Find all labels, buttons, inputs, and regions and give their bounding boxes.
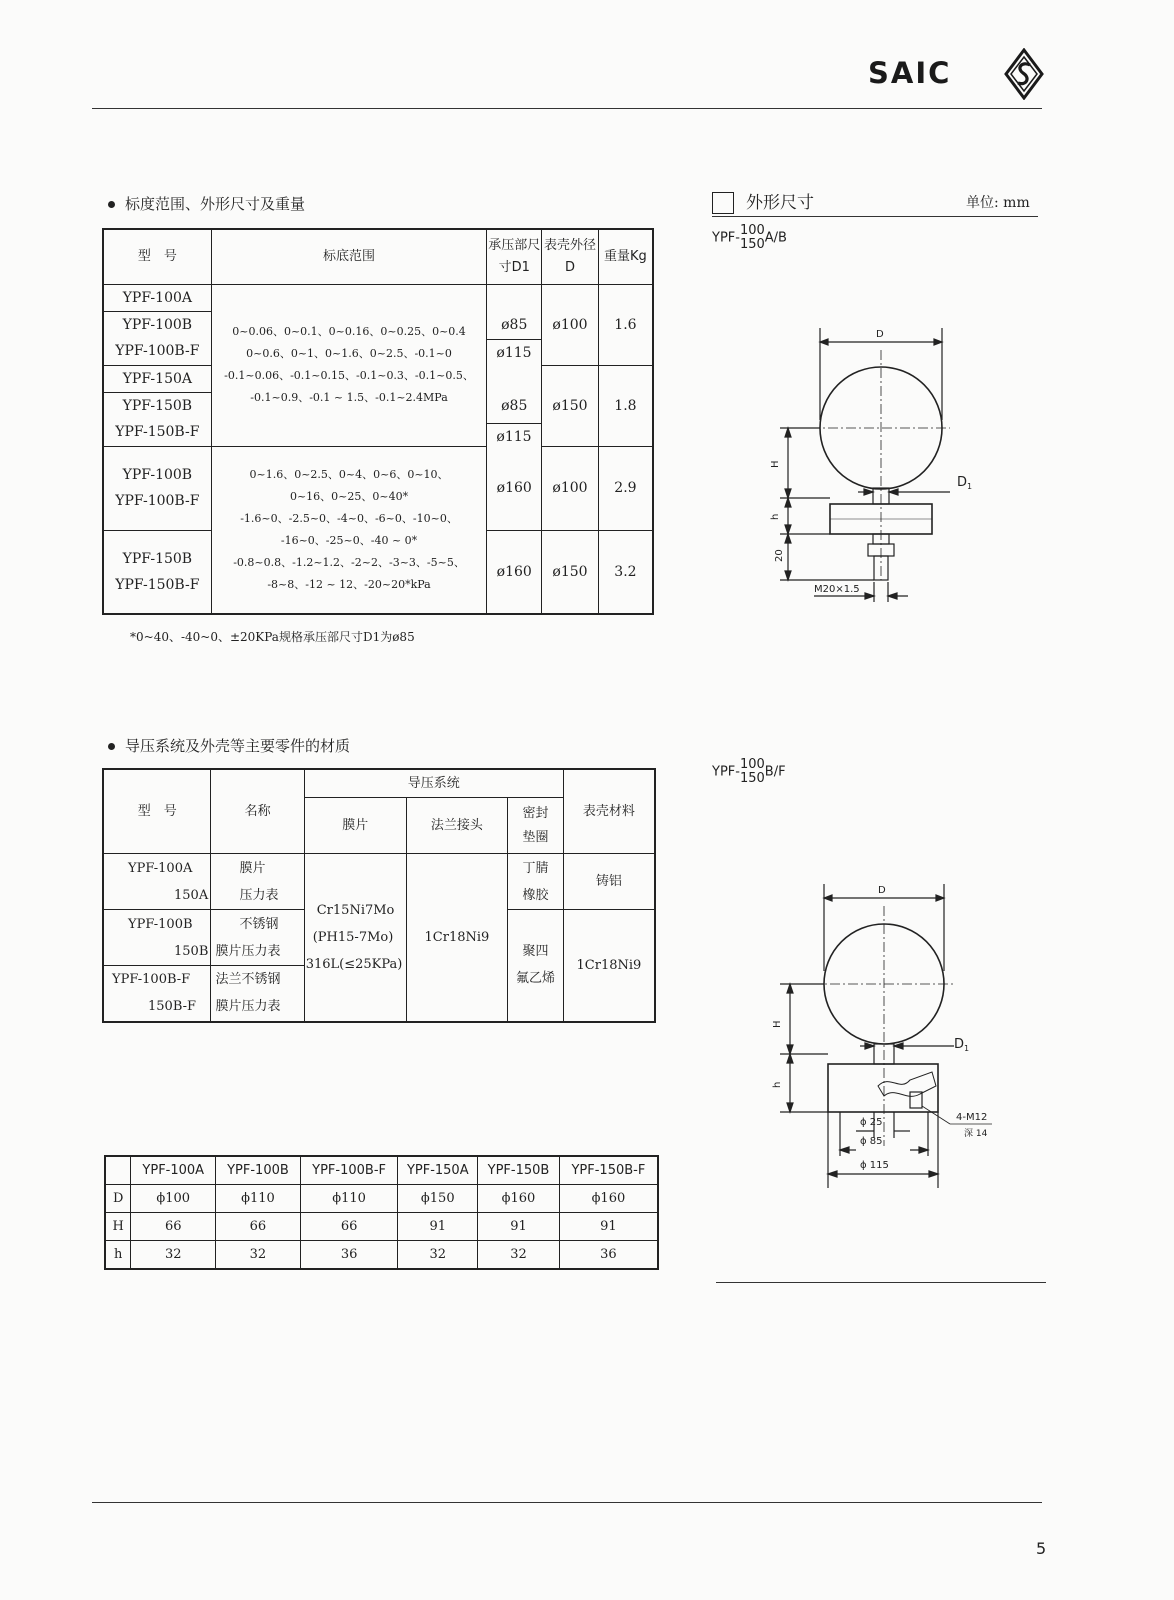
thread-label: M20×1.5 [814, 584, 860, 595]
header-case: 表壳材料 [563, 769, 655, 854]
table-cell: 32 [398, 1241, 478, 1270]
dim-small-h-label: h [772, 1081, 783, 1088]
gauge-drawing-bf [760, 876, 1050, 1194]
phi85-label: ϕ 85 [860, 1136, 883, 1147]
table-cell: 32 [216, 1241, 301, 1270]
seal-cell [508, 854, 564, 910]
diaphragm-line: Cr15Ni7Mo [316, 902, 395, 918]
shell-cell: ø100 [542, 284, 599, 365]
table-cell: 91 [478, 1213, 560, 1241]
range-line: 0~0.06、0~0.1、0~0.16、0~0.25、0~0.4 [232, 325, 466, 338]
dim-d1-sub: 1 [964, 1044, 970, 1053]
model-line: YPF-100B [122, 317, 193, 333]
model-line: YPF-150B-F [115, 424, 200, 440]
d1-cell: ø160 [487, 446, 542, 530]
header-model: 型 号 [103, 229, 211, 284]
saic-logo-icon [1004, 48, 1044, 100]
section1-title [108, 193, 305, 214]
table-cell: 91 [398, 1213, 478, 1241]
fraction-bottom: 150 [739, 237, 765, 252]
column-header: YPF-100B [216, 1156, 301, 1185]
model-fraction [740, 224, 765, 252]
model-line: YPF-100B-F [115, 493, 200, 509]
header-weight: 重量Kg [598, 229, 653, 284]
range-line: -1.6~0、-2.5~0、-4~0、-6~0、-10~0、 [240, 511, 458, 525]
diaphragm-cell [304, 854, 406, 1022]
model-label-bf [712, 758, 786, 786]
section2-title-text: 导压系统及外壳等主要零件的材质 [125, 737, 351, 755]
model-label-ab [712, 224, 787, 252]
name-line: 膜片 [239, 860, 266, 876]
model-line: YPF-150B-F [115, 576, 200, 593]
column-header: YPF-150B-F [559, 1156, 658, 1185]
range-cell-group1 [211, 284, 487, 446]
table-cell: ϕ160 [559, 1185, 658, 1213]
header-range: 标底范围 [211, 229, 487, 284]
fraction-bottom: 150 [739, 771, 765, 786]
model-suffix: B/F [764, 764, 786, 780]
model-line: YPF-100B [128, 916, 193, 932]
table-row [105, 1213, 658, 1241]
corner-cell [105, 1156, 131, 1185]
table-cell: 32 [478, 1241, 560, 1270]
range-line: -0.8~0.8、-1.2~1.2、-2~2、-3~3、-5~5、 [233, 555, 465, 569]
page-number: 5 [1036, 1539, 1047, 1558]
header-seal [508, 798, 564, 854]
seal-line: 聚四 [522, 944, 549, 960]
model-cell [103, 311, 211, 365]
bolt-label: 4-M12 [956, 1112, 988, 1123]
fraction-top: 100 [739, 757, 765, 772]
header-shell: 表壳外径D [542, 229, 599, 284]
table-cell: ϕ100 [131, 1185, 216, 1213]
d1-cell: ø85 [487, 365, 542, 446]
name-line: 膜片压力表 [215, 999, 281, 1015]
name-cell [211, 966, 304, 1022]
seal-line: 氟乙烯 [515, 971, 555, 987]
range-line: -8~8、-12 ~ 12、-20~20*kPa [267, 577, 431, 591]
table-cell: 91 [559, 1213, 658, 1241]
range-line: -16~0、-25~0、-40 ~ 0* [280, 533, 418, 547]
footnote: *0~40、-40~0、±20KPa规格承压部尺寸D1为ø85 [130, 630, 415, 644]
materials-table [102, 768, 656, 1023]
model-line: 150B-F [148, 999, 197, 1015]
range-line: -0.1~0.9、-0.1 ~ 1.5、-0.1~2.4MPa [250, 391, 448, 404]
table-cell: 66 [300, 1213, 398, 1241]
dim-h-label: H [770, 460, 781, 468]
phi25-label: ϕ 25 [860, 1117, 883, 1128]
model-cell [103, 392, 211, 446]
weight-cell: 2.9 [598, 446, 653, 530]
model-prefix: YPF- [712, 230, 740, 246]
header-model: 型 号 [103, 769, 211, 854]
dim-20-label: 20 [774, 549, 785, 562]
table-row [105, 1185, 658, 1213]
table-cell: 66 [216, 1213, 301, 1241]
dim-h-label: H [772, 1020, 783, 1028]
range-line: 0~16、0~25、0~40* [289, 489, 409, 503]
model-line: YPF-100B [122, 467, 193, 483]
model-suffix: A/B [764, 230, 787, 246]
diaphragm-line: (PH15-7Mo) [312, 929, 394, 945]
table-cell: 66 [131, 1213, 216, 1241]
d1-cell: ø115 [487, 339, 541, 367]
table-cell: 32 [131, 1241, 216, 1270]
model-cell [103, 910, 211, 966]
range-line: 0~1.6、0~2.5、0~4、0~6、0~10、 [249, 467, 449, 481]
checkbox-square-icon [712, 192, 734, 214]
row-label: h [105, 1241, 131, 1270]
header-name: 名称 [211, 769, 304, 854]
dimensions-title-text: 外形尺寸 [746, 193, 814, 213]
table-row [105, 1241, 658, 1270]
footer-rule [92, 1502, 1042, 1503]
model-line: 150A [174, 887, 209, 903]
model-cell: YPF-150A [103, 365, 211, 392]
phi115-label: ϕ 115 [860, 1160, 889, 1171]
shell-cell: ø100 [542, 446, 599, 530]
case-cell: 1Cr18Ni9 [563, 910, 655, 1022]
model-cell [103, 446, 211, 530]
model-line: 150B [174, 943, 209, 959]
dimensions-title-rule [712, 216, 1038, 217]
name-line: 压力表 [239, 887, 279, 903]
dim-d-label: D [876, 329, 884, 340]
range-line: -0.1~0.06、-0.1~0.15、-0.1~0.3、-0.1~0.5、 [224, 369, 474, 382]
shell-cell: ø150 [542, 365, 599, 446]
model-cell: YPF-100A [103, 284, 211, 311]
d1-cell: ø160 [487, 530, 542, 614]
weight-cell: 3.2 [598, 530, 653, 614]
table-cell: ϕ110 [216, 1185, 301, 1213]
dim-small-h-label: h [770, 513, 781, 520]
header-rule [92, 108, 1042, 109]
model-line: YPF-150B [122, 398, 193, 414]
header-d1: 承压部尺寸D1 [487, 229, 542, 284]
model-fraction [740, 758, 765, 786]
seal-header-text: 密封垫圈 [522, 805, 549, 845]
flange-cell: 1Cr18Ni9 [406, 854, 507, 1022]
row-label: H [105, 1213, 131, 1241]
case-cell: 铸铝 [563, 854, 655, 910]
bullet-icon [108, 201, 115, 208]
model-line: YPF-150B [122, 550, 193, 567]
fraction-top: 100 [739, 223, 765, 238]
column-header: YPF-100A [131, 1156, 216, 1185]
dimensions-title [712, 188, 814, 214]
dim-d1-label: D [954, 1037, 965, 1052]
unit-label: 单位: mm [966, 195, 1030, 211]
model-line: YPF-100B-F [112, 972, 191, 988]
d1-cell: ø85 [487, 284, 542, 365]
model-cell [103, 530, 211, 614]
model-line: YPF-100B-F [115, 343, 200, 359]
weight-cell: 1.8 [598, 365, 653, 446]
column-header: YPF-150B [478, 1156, 560, 1185]
range-cell-group2 [211, 446, 487, 614]
section2-title [108, 735, 350, 756]
diaphragm-line: 316L(≤25KPa) [305, 956, 403, 972]
table-cell: 36 [300, 1241, 398, 1270]
column-header: YPF-100B-F [300, 1156, 398, 1185]
d1-cell: ø115 [487, 423, 541, 450]
name-line: 法兰不锈钢 [215, 972, 281, 988]
name-line: 膜片压力表 [215, 943, 281, 959]
name-line: 不锈钢 [239, 916, 279, 932]
model-cell [103, 854, 211, 910]
seal-cell [508, 910, 564, 1022]
header-system: 导压系统 [304, 769, 563, 798]
model-line: YPF-100A [128, 860, 193, 876]
model-cell [103, 966, 211, 1022]
bolt-depth-label: 深 14 [964, 1129, 988, 1139]
model-prefix: YPF- [712, 764, 740, 780]
row-label: D [105, 1185, 131, 1213]
table-cell: 36 [559, 1241, 658, 1270]
seal-line: 橡胶 [522, 887, 549, 903]
shell-cell: ø150 [542, 530, 599, 614]
name-cell [211, 854, 304, 910]
column-header: YPF-150A [398, 1156, 478, 1185]
table-cell: ϕ160 [478, 1185, 560, 1213]
table-cell: ϕ110 [300, 1185, 398, 1213]
name-cell [211, 910, 304, 966]
right-column-rule [716, 1282, 1046, 1283]
table-cell: ϕ150 [398, 1185, 478, 1213]
dim-d-label: D [878, 885, 886, 896]
header-diaphragm: 膜片 [304, 798, 406, 854]
dimension-table [104, 1155, 659, 1270]
weight-cell: 1.6 [598, 284, 653, 365]
range-line: 0~0.6、0~1、0~1.6、0~2.5、-0.1~0 [246, 347, 452, 360]
brand-name: SAIC [868, 56, 952, 90]
bullet-icon [108, 743, 115, 750]
seal-line: 丁腈 [522, 860, 549, 876]
dim-d1-label: D [957, 475, 968, 490]
gauge-drawing-ab [760, 320, 990, 610]
range-size-weight-table [102, 228, 654, 615]
header-flange: 法兰接头 [406, 798, 507, 854]
dim-d1-sub: 1 [967, 482, 973, 491]
section1-title-text: 标度范围、外形尺寸及重量 [125, 195, 306, 213]
